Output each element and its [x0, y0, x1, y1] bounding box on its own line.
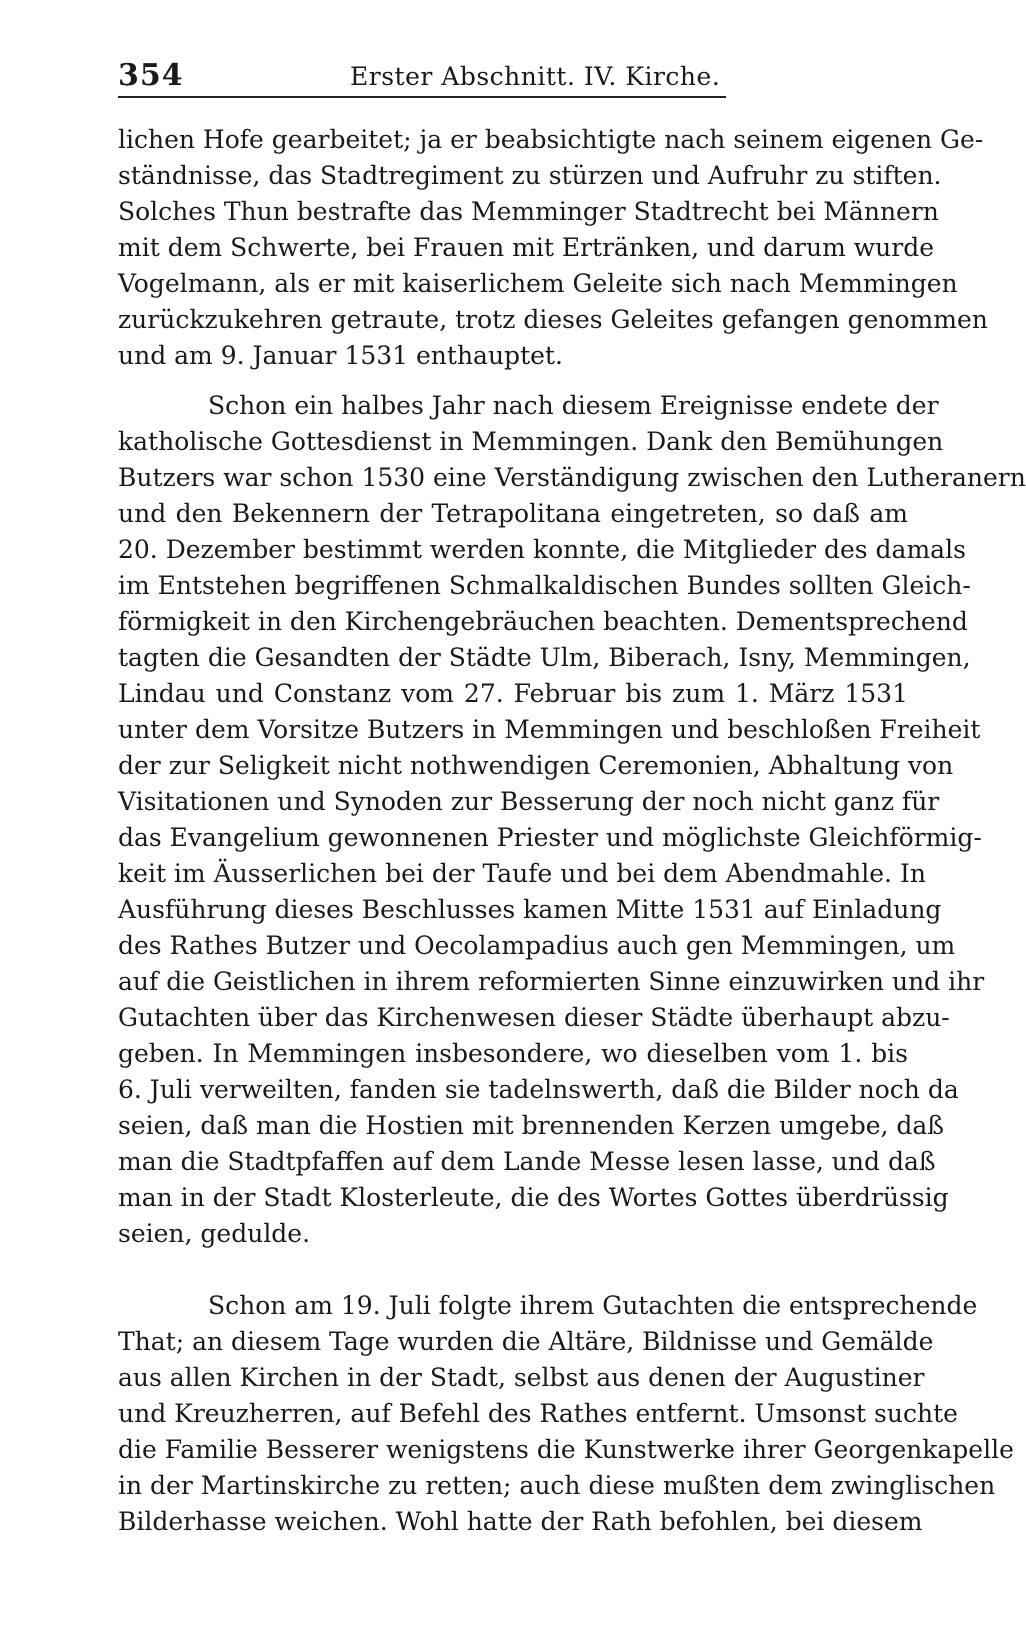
text-line: Butzers war schon 1530 eine Verständigung zwischen den Lutheranern: [118, 463, 1026, 492]
text-line: tagten die Gesandten der Städte Ulm, Biberach, Isny, Memmingen,: [118, 643, 971, 672]
text-line: 20. Dezember bestimmt werden konnte, die Mitglieder des damals: [118, 535, 966, 564]
text-line: That; an diesem Tage wurden die Altäre, Bildnisse und Gemälde: [118, 1327, 934, 1356]
text-line: und am 9. Januar 1531 enthauptet.: [118, 341, 563, 370]
text-line: man in der Stadt Klosterleute, die des Wortes Gottes überdrüssig: [118, 1183, 949, 1212]
text-line: Vogelmann, als er mit kaiserlichem Geleite sich nach Memmingen: [118, 269, 958, 298]
text-line: das Evangelium gewonnenen Priester und möglichste Gleichförmig-: [118, 823, 982, 852]
text-line: mit dem Schwerte, bei Frauen mit Ertränken, und darum wurde: [118, 233, 934, 262]
text-line: der zur Seligkeit nicht nothwendigen Ceremonien, Abhaltung von: [118, 751, 954, 780]
page-number: 354: [118, 58, 184, 93]
text-line: Visitationen und Synoden zur Besserung der noch nicht ganz für: [118, 787, 940, 816]
text-line: 6. Juli verweilten, fanden sie tadelnswerth, daß die Bilder noch da: [118, 1075, 959, 1104]
running-head: Erster Abschnitt. IV. Kirche.: [350, 62, 721, 91]
text-line: Ausführung dieses Beschlusses kamen Mitte 1531 auf Einladung: [118, 895, 942, 924]
text-line: katholische Gottesdienst in Memmingen. Dank den Bemühungen: [118, 427, 944, 456]
paragraph-1: [118, 122, 988, 374]
text-line: Gutachten über das Kirchenwesen dieser Städte überhaupt abzu-: [118, 1003, 950, 1032]
text-line: Lindau und Constanz vom 27. Februar bis zum 1. März 1531: [118, 679, 908, 708]
paragraph-3: [118, 1288, 1014, 1540]
paragraph-2: [118, 388, 1026, 1252]
text-line: zurückzukehren getraute, trotz dieses Geleites gefangen genommen: [118, 305, 988, 334]
text-line: förmigkeit in den Kirchengebräuchen beachten. Dementsprechend: [118, 607, 968, 636]
text-line: keit im Äusserlichen bei der Taufe und bei dem Abendmahle. In: [118, 859, 926, 888]
text-line: Bilderhasse weichen. Wohl hatte der Rath befohlen, bei diesem: [118, 1507, 923, 1536]
text-line: ständnisse, das Stadtregiment zu stürzen und Aufruhr zu stiften.: [118, 161, 942, 190]
text-line: und den Bekennern der Tetrapolitana eingetreten, so daß am: [118, 499, 908, 528]
text-line: Schon ein halbes Jahr nach diesem Ereignisse endete der: [208, 391, 939, 420]
text-line: Solches Thun bestrafte das Memminger Stadtrecht bei Männern: [118, 197, 939, 226]
text-line: man die Stadtpfaffen auf dem Lande Messe lesen lasse, und daß: [118, 1147, 936, 1176]
text-line: auf die Geistlichen in ihrem reformierten Sinne einzuwirken und ihr: [118, 967, 985, 996]
body-text: [118, 122, 1026, 1540]
text-line: Schon am 19. Juli folgte ihrem Gutachten die entsprechende: [208, 1291, 978, 1320]
text-line: in der Martinskirche zu retten; auch diese mußten dem zwinglischen: [118, 1471, 996, 1500]
text-line: im Entstehen begriffenen Schmalkaldischen Bundes sollten Gleich-: [118, 571, 971, 600]
text-line: lichen Hofe gearbeitet; ja er beabsichtigte nach seinem eigenen Ge-: [118, 125, 984, 154]
text-line: des Rathes Butzer und Oecolampadius auch gen Memmingen, um: [118, 931, 956, 960]
text-line: geben. In Memmingen insbesondere, wo dieselben vom 1. bis: [118, 1039, 908, 1068]
text-line: die Familie Besserer wenigstens die Kunstwerke ihrer Georgenkapelle: [118, 1435, 1014, 1464]
text-line: seien, gedulde.: [118, 1219, 311, 1248]
text-line: aus allen Kirchen in der Stadt, selbst aus denen der Augustiner: [118, 1363, 925, 1392]
text-line: seien, daß man die Hostien mit brennenden Kerzen umgebe, daß: [118, 1111, 944, 1140]
page-header: [118, 52, 726, 98]
text-line: und Kreuzherren, auf Befehl des Rathes entfernt. Umsonst suchte: [118, 1399, 958, 1428]
text-line: unter dem Vorsitze Butzers in Memmingen und beschloßen Freiheit: [118, 715, 981, 744]
